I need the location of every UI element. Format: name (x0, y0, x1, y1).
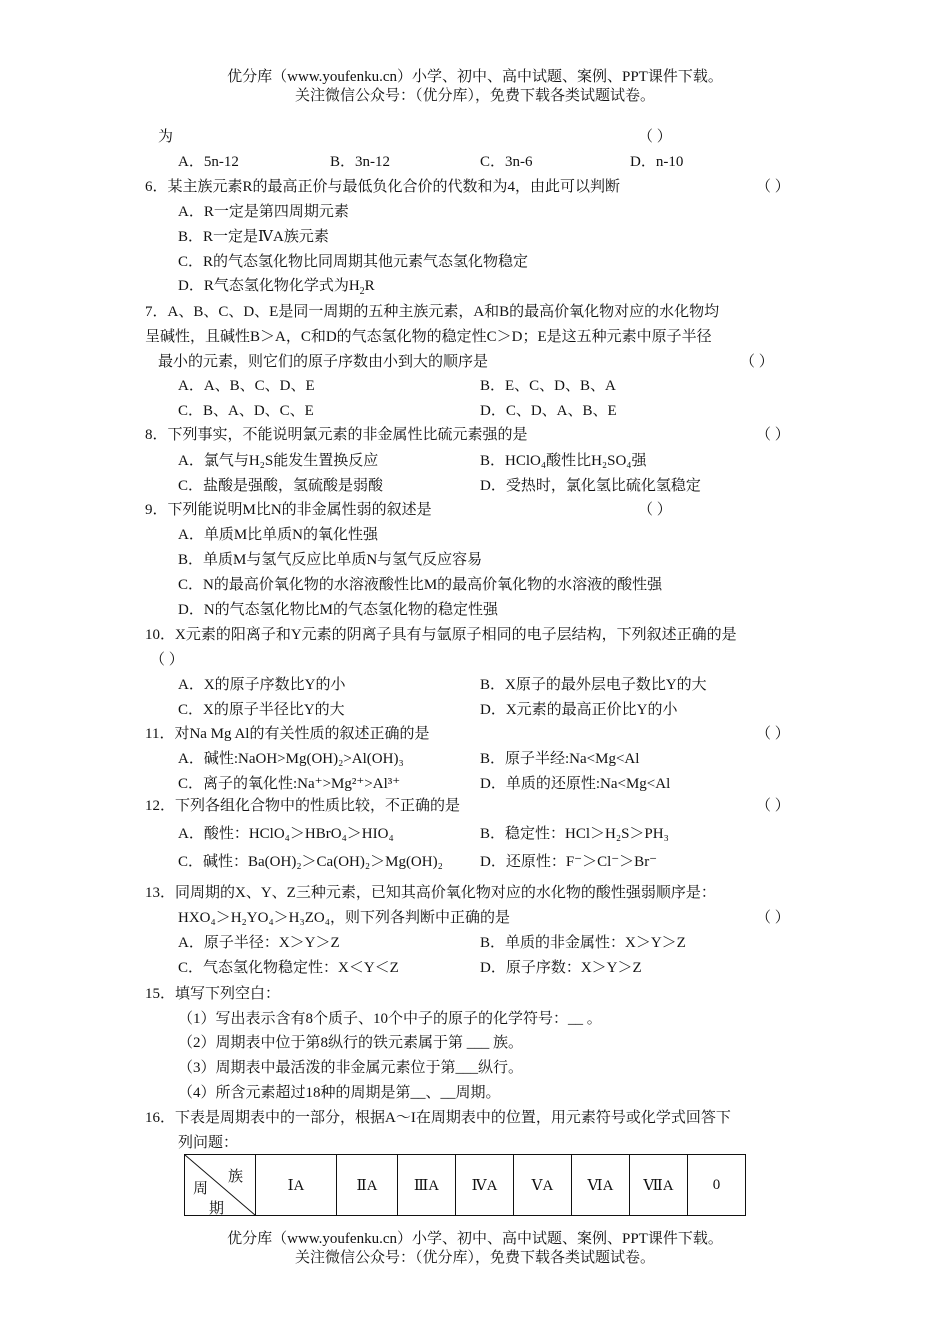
q15-stem: 15．填写下列空白： (145, 986, 281, 1002)
q13-option-c: C．气态氢化物稳定性：X＜Y＜Z (178, 960, 399, 976)
group-header-6a: ⅥA (572, 1155, 630, 1216)
q10-stem: 10．X元素的阳离子和Y元素的阴离子具有与氩原子相同的电子层结构，下列叙述正确的是 (145, 627, 737, 643)
q6-option-b: B．R一定是ⅣA族元素 (178, 229, 329, 245)
q6-option-c: C．R的气态氢化物比同周期其他元素气态氢化物稳定 (178, 254, 529, 270)
q10-option-d: D．X元素的最高正价比Y的小 (480, 702, 678, 718)
periodic-table (184, 1154, 746, 1216)
q5-stem-tail: 为 (158, 129, 174, 145)
q13-option-d: D．原子序数：X＞Y＞Z (480, 960, 642, 976)
table-header-row (185, 1155, 746, 1216)
q8-option-a: A．氯气与H₂S能发生置换反应 (178, 453, 379, 469)
q12-option-b: B．稳定性：HCl＞H₂S＞PH₃ (480, 826, 669, 842)
group-header-3a: ⅢA (398, 1155, 456, 1216)
q9-option-a: A．单质M比单质N的氧化性强 (178, 527, 379, 543)
q5-option-d: D．n-10 (630, 154, 684, 170)
q11-answer-paren: （ ） (756, 726, 790, 742)
header-line-2: 关注微信公众号：（优分库），免费下载各类试题试卷。 (294, 88, 655, 104)
q15-sub-1: （1）写出表示含有8个质子、10个中子的原子的化学符号：__ 。 (178, 1011, 602, 1027)
q7-stem-line-2: 呈碱性，且碱性B＞A，C和D的气态氢化物的稳定性C＞D；E是这五种元素中原子半径 (145, 329, 712, 345)
q5-option-c: C．3n-6 (480, 154, 533, 170)
q15-sub-4: （4）所含元素超过18种的周期是第__、__周期。 (178, 1085, 501, 1101)
q13-option-b: B．单质的非金属性：X＞Y＞Z (480, 935, 686, 951)
q7-option-d: D．C、D、A、B、E (480, 403, 617, 419)
q12-answer-paren: （ ） (756, 798, 790, 814)
group-header-5a: ⅤA (514, 1155, 572, 1216)
group-header-7a: ⅦA (630, 1155, 688, 1216)
q16-stem-line-1: 16．下表是周期表中的一部分，根据A～I在周期表中的位置，用元素符号或化学式回答下 (145, 1110, 731, 1126)
q11-option-a: A．碱性:NaOH>Mg(OH)₂>Al(OH)₃ (178, 751, 404, 767)
q16-stem-line-2: 列问题： (178, 1135, 239, 1151)
group-header-4a: ⅣA (456, 1155, 514, 1216)
header-line-1: 优分库（www.youfenku.cn）小学、初中、高中试题、案例、PPT课件下载。 (227, 69, 723, 85)
q7-option-c: C．B、A、D、C、E (178, 403, 314, 419)
footer-line-2: 关注微信公众号：（优分库），免费下载各类试题试卷。 (294, 1250, 655, 1266)
q7-answer-paren: （ ） (740, 354, 774, 370)
q12-option-a: A．酸性：HClO₄＞HBrO₄＞HIO₄ (178, 826, 394, 842)
q12-stem: 12．下列各组化合物中的性质比较，不正确的是 (145, 798, 461, 814)
q13-stem-line-2: HXO₄＞H₂YO₄＞H₃ZO₄，则下列各判断中正确的是 (178, 910, 510, 926)
q10-answer-paren: （ ） (150, 652, 184, 668)
q11-option-b: B．原子半经:Na<Mg<Al (480, 751, 640, 767)
q9-stem: 9．下列能说明M比N的非金属性弱的叙述是 (145, 502, 432, 518)
q8-answer-paren: （ ） (756, 427, 790, 443)
q10-option-c: C．X的原子半径比Y的大 (178, 702, 345, 718)
q6-option-a: A．R一定是第四周期元素 (178, 204, 349, 220)
group-header-0: 0 (688, 1155, 746, 1216)
q15-sub-2: （2）周期表中位于第8纵行的铁元素属于第 ___ 族。 (178, 1035, 524, 1051)
q5-answer-paren: （ ） (638, 129, 672, 145)
q9-answer-paren: （ ） (638, 502, 672, 518)
q11-option-d: D．单质的还原性:Na<Mg<Al (480, 776, 671, 792)
group-header-1a: ⅠA (256, 1155, 337, 1216)
q15-sub-3: （3）周期表中最活泼的非金属元素位于第___纵行。 (178, 1060, 524, 1076)
q6-option-d: D．R气态氢化物化学式为$H_2R$ (178, 278, 375, 297)
corner-period-label-1: 周 (193, 1181, 209, 1197)
q5-option-b: B．3n-12 (330, 154, 391, 170)
corner-period-label-2: 期 (209, 1201, 225, 1217)
q9-option-b: B．单质M与氢气反应比单质N与氢气反应容易 (178, 552, 483, 568)
footer-line-1: 优分库（www.youfenku.cn）小学、初中、高中试题、案例、PPT课件下载。 (227, 1231, 723, 1247)
q11-option-c: C．离子的氧化性:Na⁺>Mg²⁺>Al³⁺ (178, 776, 401, 792)
q8-stem: 8．下列事实，不能说明氯元素的非金属性比硫元素强的是 (145, 427, 528, 443)
q7-option-b: B．E、C、D、B、A (480, 378, 616, 394)
q13-answer-paren: （ ） (756, 910, 790, 926)
q10-option-b: B．X原子的最外层电子数比Y的大 (480, 677, 707, 693)
q7-option-a: A．A、B、C、D、E (178, 378, 315, 394)
q8-option-d: D．受热时，氯化氢比硫化氢稳定 (480, 478, 701, 494)
q7-stem-line-1: 7．A、B、C、D、E是同一周期的五种主族元素，A和B的最高价氧化物对应的水化物均 (145, 304, 720, 320)
q12-option-c: C．碱性：Ba(OH)₂＞Ca(OH)₂＞Mg(OH)₂ (178, 854, 443, 870)
q6-answer-paren: （ ） (756, 179, 790, 195)
q8-option-c: C．盐酸是强酸，氢硫酸是弱酸 (178, 478, 384, 494)
q9-option-d: D．N的气态氢化物比M的气态氢化物的稳定性强 (178, 602, 499, 618)
q6-stem: 6．某主族元素R的最高正价与最低负化合价的代数和为4，由此可以判断 (145, 179, 621, 195)
q10-option-a: A．X的原子序数比Y的小 (178, 677, 346, 693)
q7-stem-line-3: 最小的元素，则它们的原子序数由小到大的顺序是 (158, 354, 489, 370)
corner-cell (185, 1155, 256, 1216)
corner-group-label: 族 (227, 1169, 243, 1185)
group-header-2a: ⅡA (337, 1155, 398, 1216)
q8-option-b: B．HClO₄酸性比H₂SO₄强 (480, 453, 647, 469)
q9-option-c: C．N的最高价氧化物的水溶液酸性比M的最高价氧化物的水溶液的酸性强 (178, 577, 663, 593)
q12-option-d: D．还原性：F⁻＞Cl⁻＞Br⁻ (480, 854, 658, 870)
q13-option-a: A．原子半径：X＞Y＞Z (178, 935, 340, 951)
q13-stem-line-1: 13．同周期的X、Y、Z三种元素，已知其高价氧化物对应的水化物的酸性强弱顺序是： (145, 885, 716, 901)
q5-option-a: A．5n-12 (178, 154, 239, 170)
q11-stem: 11．对Na Mg Al的有关性质的叙述正确的是 (145, 726, 430, 742)
